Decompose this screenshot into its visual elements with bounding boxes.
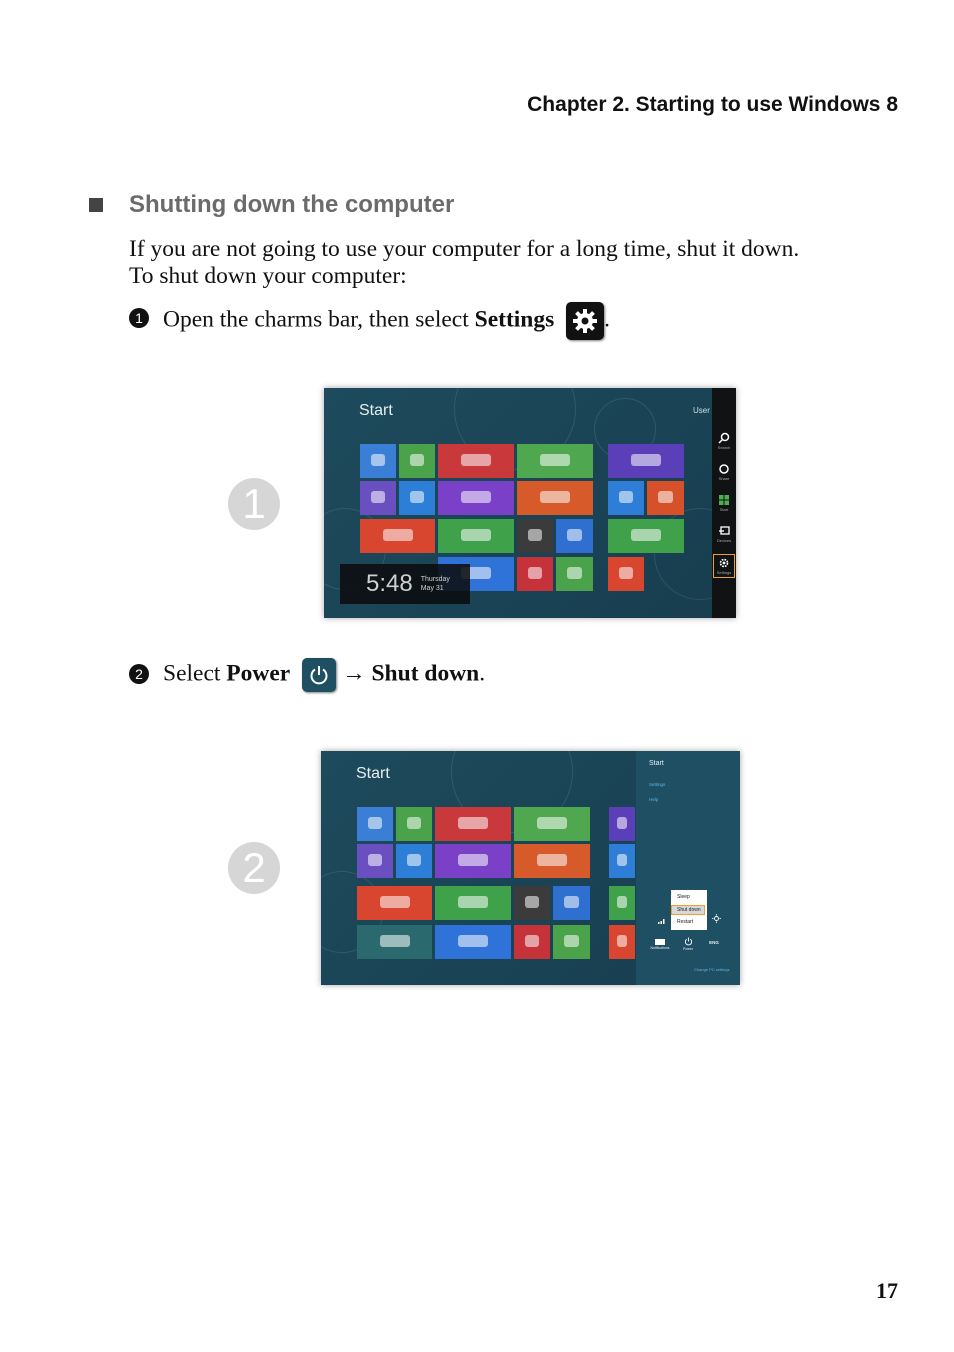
search-icon	[718, 432, 730, 444]
quick-power[interactable]	[680, 937, 696, 951]
menu-item-sleep[interactable]: Sleep	[677, 894, 690, 900]
devices-icon	[718, 525, 730, 537]
charm-label: Start	[719, 507, 729, 512]
charm-label: Settings	[716, 570, 732, 575]
section-bullet-icon	[89, 198, 103, 212]
tile[interactable]	[360, 481, 396, 515]
gear-icon	[566, 302, 604, 340]
charm-start[interactable]	[712, 494, 736, 516]
tile[interactable]	[553, 925, 590, 959]
step-1-number: 1	[129, 308, 149, 328]
tile[interactable]	[517, 444, 593, 478]
charms-bar	[712, 388, 736, 618]
power-menu	[671, 890, 707, 930]
user-label: User	[693, 406, 710, 415]
tile[interactable]	[514, 807, 590, 841]
figure-2-screenshot	[321, 751, 740, 985]
step-2-bold-2: Shut down	[371, 660, 480, 687]
tile[interactable]	[435, 925, 511, 959]
tile[interactable]	[435, 807, 511, 841]
clock-day: Thursday	[420, 576, 450, 583]
tile[interactable]	[608, 481, 644, 515]
tile[interactable]	[396, 844, 432, 878]
quick-label: Notifications	[650, 946, 670, 950]
tile[interactable]	[514, 844, 590, 878]
tile[interactable]	[438, 444, 514, 478]
step-2-bold: Power	[226, 660, 291, 687]
section-title: Shutting down the computer	[129, 191, 455, 218]
network-icon	[658, 911, 666, 929]
menu-item-restart[interactable]: Restart	[677, 919, 694, 925]
charm-label: Devices	[716, 538, 732, 543]
pane-link-help[interactable]: Help	[649, 797, 659, 802]
step-1-bold: Settings	[474, 306, 555, 333]
quick-label: Power	[683, 947, 693, 951]
clock-time: 5:48	[366, 570, 413, 597]
step-1-text	[163, 302, 610, 340]
tile[interactable]	[435, 844, 511, 878]
charm-settings[interactable]	[713, 554, 735, 578]
tile[interactable]	[517, 557, 553, 591]
tile[interactable]	[556, 519, 593, 553]
tile[interactable]	[608, 519, 684, 553]
tile[interactable]	[357, 925, 432, 959]
tile[interactable]	[438, 519, 514, 553]
pane-link-settings[interactable]: Settings	[649, 782, 666, 787]
windows-icon	[718, 494, 730, 506]
intro-line-1: If you are not going to use your computer for a long time, shut it down.	[129, 236, 800, 262]
quick-notifications[interactable]	[649, 939, 671, 950]
figure-2-badge: 2	[228, 842, 280, 894]
tile[interactable]	[357, 807, 393, 841]
chapter-header: Chapter 2. Starting to use Windows 8	[527, 93, 898, 116]
tile[interactable]	[609, 925, 635, 959]
pane-link-change-settings[interactable]: Change PC settings	[694, 967, 730, 972]
tile[interactable]	[609, 844, 635, 878]
tile[interactable]	[553, 886, 590, 920]
brightness-icon	[712, 910, 721, 928]
menu-item-shut-down[interactable]: Shut down	[671, 905, 705, 915]
tile[interactable]	[556, 557, 593, 591]
settings-pane	[636, 751, 740, 985]
tile[interactable]	[438, 481, 514, 515]
step-2-number: 2	[129, 664, 149, 684]
tile[interactable]	[517, 481, 593, 515]
notifications-icon	[655, 939, 665, 945]
start-label: Start	[356, 765, 390, 782]
tile[interactable]	[517, 519, 553, 553]
charm-label: Search	[717, 445, 731, 450]
lock-clock	[340, 564, 470, 604]
step-2-text-before: Select	[163, 660, 227, 687]
page-number: 17	[876, 1278, 898, 1303]
tile[interactable]	[399, 481, 435, 515]
charm-label: Share	[718, 476, 730, 481]
charm-share[interactable]	[712, 463, 736, 485]
tile[interactable]	[435, 886, 511, 920]
tile[interactable]	[514, 886, 550, 920]
tile[interactable]	[399, 444, 435, 478]
start-label: Start	[359, 402, 393, 419]
tile[interactable]	[357, 844, 393, 878]
figure-1-screenshot	[324, 388, 736, 618]
tile[interactable]	[647, 481, 684, 515]
gear-icon	[718, 557, 730, 569]
tile[interactable]	[608, 557, 644, 591]
tile[interactable]	[357, 886, 432, 920]
power-icon	[302, 658, 336, 692]
step-2-text	[163, 658, 485, 692]
tile[interactable]	[609, 807, 635, 841]
tile[interactable]	[360, 519, 435, 553]
quick-label: ENG	[709, 940, 719, 945]
step-1-text-after: .	[604, 306, 611, 333]
charm-search[interactable]	[712, 432, 736, 454]
quick-language[interactable]	[706, 940, 722, 945]
tile[interactable]	[396, 807, 432, 841]
charm-devices[interactable]	[712, 525, 736, 547]
power-icon	[684, 937, 693, 946]
clock-date: May 31	[420, 585, 444, 592]
figure-1-badge: 1	[228, 478, 280, 530]
share-icon	[718, 463, 730, 475]
tile[interactable]	[609, 886, 635, 920]
step-2-arrow: →	[342, 660, 366, 687]
tile[interactable]	[360, 444, 396, 478]
step-2-text-after: .	[479, 660, 486, 687]
pane-title: Start	[649, 760, 664, 767]
step-1-text-before: Open the charms bar, then select	[163, 306, 475, 333]
tile[interactable]	[514, 925, 550, 959]
intro-line-2: To shut down your computer:	[129, 263, 407, 289]
tile[interactable]	[608, 444, 684, 478]
